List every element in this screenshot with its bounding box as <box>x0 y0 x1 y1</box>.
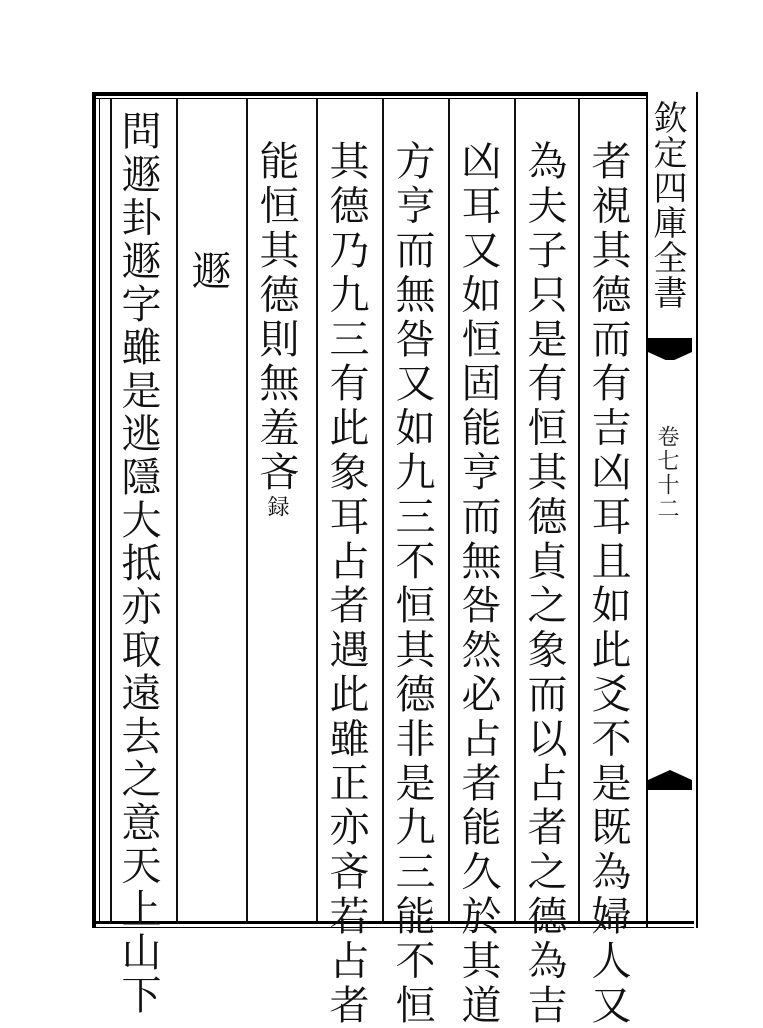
book-title: 欽定四庫全書 <box>647 100 687 310</box>
column-divider <box>176 99 178 921</box>
lower-fishtail-notch <box>648 770 692 780</box>
column-divider <box>578 99 580 921</box>
frame-left-border <box>92 92 96 928</box>
column-divider <box>246 99 248 921</box>
source-note: 録 <box>264 495 289 522</box>
column-divider <box>110 99 112 921</box>
section-heading: 遯 <box>185 250 231 295</box>
frame-left-inner-border <box>99 99 100 921</box>
text-column-8: 問遯卦遯字雖是逃隱大抵亦取遠去之意天上山下 <box>115 110 161 1018</box>
column-divider <box>448 99 450 921</box>
text-column-6 <box>253 140 299 522</box>
volume-number: 卷七十二 <box>654 425 679 521</box>
frame-top-border <box>94 92 646 96</box>
column-divider <box>514 99 516 921</box>
text-column-1: 者視其德而有吉凶耳且如此爻不是既為婦人又 <box>585 140 631 1028</box>
text-column-5: 其德乃九三有此象耳占者遇此雖正亦吝若占者 <box>323 140 369 1028</box>
text-column-6-main: 能恒其德則無羞吝 <box>253 140 299 496</box>
column-divider <box>382 99 384 921</box>
text-column-2: 為夫子只是有恒其德貞之象而以占者之德為吉 <box>521 140 567 1028</box>
text-column-4: 方亨而無咎又如九三不恒其德非是九三能不恒 <box>389 140 435 1028</box>
text-column-3: 凶耳又如恒固能亨而無咎然必占者能久於其道 <box>455 140 501 1028</box>
column-divider <box>316 99 318 921</box>
upper-fishtail-notch <box>648 352 692 362</box>
